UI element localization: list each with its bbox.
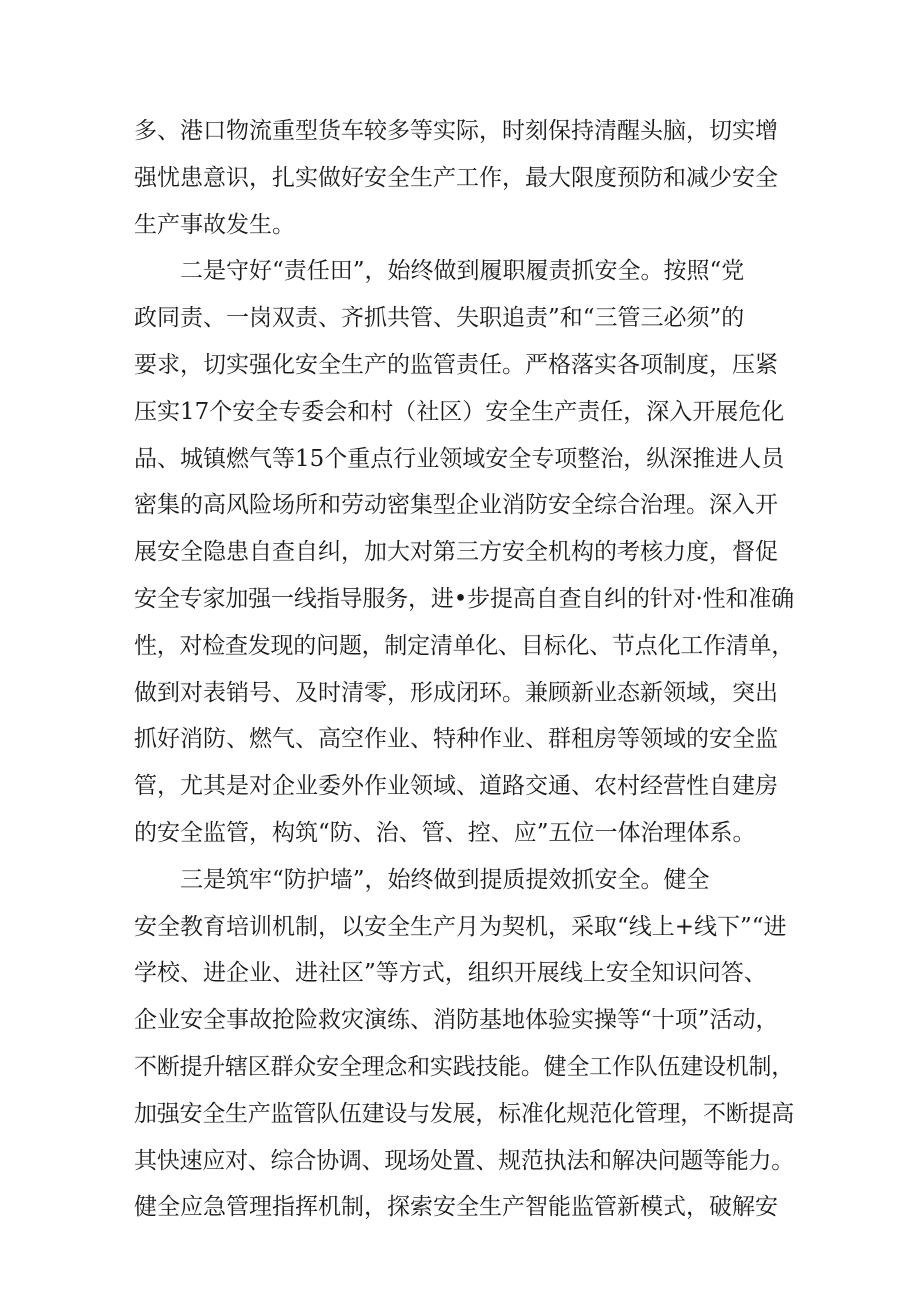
- text-line: 生产事故发生。: [134, 211, 295, 238]
- text-line: 不断提升辖区群众安全理念和实践技能。健全工作队伍建设机制，: [134, 1053, 794, 1080]
- text-line: 强忧患意识，扎实做好安全生产工作，最大限度预防和减少安全: [134, 164, 778, 191]
- text-line: 抓好消防、燃气、高空作业、特种作业、群租房等领域的安全监: [134, 726, 778, 753]
- text-line: 品、城镇燃气等15个重点行业领域安全专项整治，纵深推进人员: [134, 445, 785, 472]
- text-line: 其快速应对、综合协调、现场处置、规范执法和解决问题等能力。: [134, 1147, 794, 1174]
- text-line: 做到对表销号、及时清零，形成闭环。兼顾新业态新领域，突出: [134, 679, 778, 706]
- paragraph-start-line: 三是筑牢“防护墙”，始终做到提质提效抓安全。健全: [180, 866, 710, 893]
- text-line: 政同责、一岗双责、齐抓共管、失职追责”和“三管三必须”的: [134, 305, 745, 332]
- text-line: 安全专家加强一线指导服务，进•步提高自查自纠的针对·性和准确: [134, 585, 794, 612]
- text-line: 压实17个安全专委会和村（社区）安全生产责任，深入开展危化: [134, 398, 785, 425]
- text-line: 密集的高风险场所和劳动密集型企业消防安全综合治理。深入开: [134, 492, 778, 519]
- text-line: 多、港口物流重型货车较多等实际，时刻保持清醒头脑，切实增: [134, 118, 778, 144]
- text-line: 健全应急管理指挥机制，探索安全生产智能监管新模式，破解安: [134, 1194, 778, 1221]
- text-line: 安全教育培训机制，以安全生产月为契机，采取“线上+线下”“进: [134, 913, 787, 940]
- text-line: 要求，切实强化安全生产的监管责任。严格落实各项制度，压紧: [134, 351, 778, 378]
- text-line: 展安全隐患自查自纠，加大对第三方安全机构的考核力度，督促: [134, 539, 778, 566]
- text-line: 的安全监管，构筑“防、治、管、控、应”五位一体治理体系。: [134, 819, 756, 846]
- text-line: 加强安全生产监管队伍建设与发展，标准化规范化管理，不断提高: [134, 1100, 794, 1127]
- paragraph-start-line: 二是守好“责任田”，始终做到履职履责抓安全。按照“党: [180, 258, 745, 285]
- body-text: [134, 108, 794, 1231]
- text-line: 学校、进企业、进社区”等方式，组织开展线上安全知识问答、: [134, 960, 767, 987]
- text-line: 性，对检查发现的问题，制定清单化、目标化、节点化工作清单，: [134, 632, 794, 659]
- text-line: 管，尤其是对企业委外作业领域、道路交通、农村经营性自建房: [134, 773, 778, 800]
- text-line: 企业安全事故抢险救灾演练、消防基地体验实操等“十项”活动，: [134, 1007, 779, 1034]
